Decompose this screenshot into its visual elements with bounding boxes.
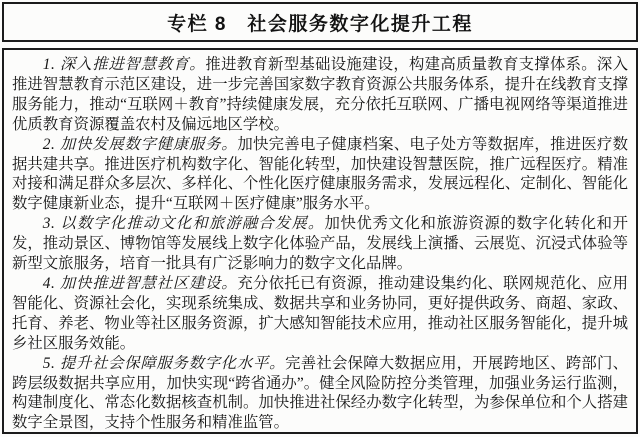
- panel-title: 专栏 8 社会服务数字化提升工程: [167, 13, 473, 35]
- paragraph-text: 推进教育新型基础设施建设，构建高质量教育支撑体系。深入推进智慧教育示范区建设，进一步完善国家数字教育资源公共服务体系，提升在线教育支撑服务能力，推动“互联网＋教育”持续健康发展，充分依托互联网、广播电视网络等渠道推进优质教育资源覆盖农村及偏远地区学校。: [12, 56, 628, 133]
- paragraph-lead: 4. 加快推进智慧社区建设。: [42, 274, 238, 292]
- paragraph-list: [12, 55, 628, 433]
- paragraph-text: 完善社会保障大数据应用，开展跨地区、跨部门、跨层级数据共享应用，加快实现“跨省通办”。健全风险防控分类管理，加强业务运行监测，构建制度化、常态化数据核查机制。加快推进社保经办数字化转型，为参保单位和个人搭建数字全景图，支持个性服务和精准监管。: [12, 354, 628, 432]
- panel-title-box: [2, 2, 638, 42]
- paragraph-lead: 2. 加快发展数字健康服务。: [42, 135, 238, 153]
- paragraph-text: 加快优秀文化和旅游资源的数字化转化和开发，推动景区、博物馆等发展线上数字化体验产品，发展线上演播、云展览、沉浸式体验等新型文旅服务，培育一批具有广泛影响力的数字文化品牌。: [12, 215, 628, 273]
- paragraph-lead: 3. 以数字化推动文化和旅游融合发展。: [42, 215, 325, 233]
- paragraph: [12, 55, 628, 135]
- panel-body-box: [2, 48, 638, 434]
- paragraph: [12, 135, 628, 215]
- paragraph-text: 充分依托已有资源，推动建设集约化、联网规范化、应用智能化、资源社会化，实现系统集成、数据共享和业务协同，更好提供政务、商超、家政、托育、养老、物业等社区服务资源，扩大感知智能技术应用，推动社区服务智能化，提升城乡社区服务效能。: [12, 274, 628, 352]
- paragraph: [12, 354, 628, 434]
- paragraph-lead: 5. 提升社会保障服务数字化水平。: [42, 354, 286, 372]
- paragraph-lead: 1. 深入推进智慧教育。: [42, 56, 206, 73]
- paragraph-text: 加快完善电子健康档案、电子处方等数据库，推进医疗数据共建共享。推进医疗机构数字化、智能化转型，加快建设智慧医院，推广远程医疗。精准对接和满足群众多层次、多样化、个性化医疗健康服务需求，发展远程化、定制化、智能化数字健康新业态，提升“互联网＋医疗健康”服务水平。: [12, 135, 628, 213]
- paragraph: [12, 214, 628, 274]
- paragraph: [12, 274, 628, 354]
